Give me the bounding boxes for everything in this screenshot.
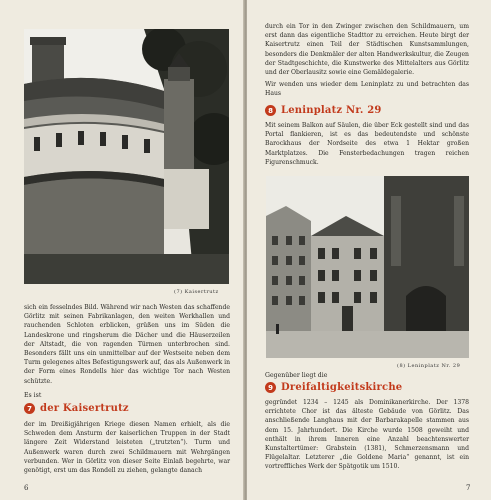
- kaisertrutz-caption: (7) Kaisertrutz: [174, 289, 219, 295]
- left-paragraph-2: der im Dreißigjährigen Kriege diesen Namen erhielt, als die Schweden dem Ansturm der kaiserlichen Truppen in der Stadt längere Zeit Widerstand leisteten („trutzten“). Turm und Außenwerk waren durch zwei Schildmauern mit Wehrgängen verbunden. Wer in Görlitz von dieser Seite Einlaß begehrte, war genötigt, erst um das Rondell zu ziehen, gelangte danach: [24, 421, 230, 475]
- leninplatz-caption: (8) Leninplatz Nr. 29: [397, 363, 461, 369]
- section-9-heading: [265, 382, 402, 393]
- gegenueber-text: Gegenüber liegt die: [265, 372, 328, 379]
- section-7-title: der Kaisertrutz: [40, 403, 129, 414]
- left-page-number: 6: [24, 484, 29, 492]
- left-paragraph-1: sich ein fesselndes Bild. Während wir nach Westen das schaffende Görlitz mit seinen Fabrikanlagen, den weiten Werkhallen und rauchenden Schloten erblicken, grüßen uns im Süden die Landeskrone und ringsherum die Dächer und die Häuserzeilen der Altstadt, die von ragenden Türmen unterbrochen sind. Besonders fällt uns ein unmittelbar auf der Westseite neben dem Turm gelegenes altes Befestigungswerk auf, das als Außenwerk in der Form eines Rondells hier das wichtige Tor nach Westen schützte.: [24, 304, 230, 385]
- section-7-number-badge: 7: [24, 403, 35, 414]
- right-page-number: 7: [466, 484, 471, 492]
- kaisertrutz-photo: [24, 29, 229, 284]
- kaisertrutz-illustration: [24, 29, 229, 284]
- section-8-title: Leninplatz Nr. 29: [281, 105, 382, 116]
- section-8-heading: [265, 105, 382, 116]
- right-paragraph-4: gegründet 1234 – 1245 als Dominikanerkirche. Der 1378 errichtete Chor ist das älteste Gebäude von Görlitz. Das anschließende Langhaus mit der Barbarakapelle stammen aus dem 15. Jahrhundert. Die Kirche wurde 1508 geweiht und enthält in ihrem Inneren eine Anzahl beachtenswerter Kunstaltertümer: Grabstein (1381), Schmerzensmann und Flügelaltar. Letzterer „die Goldene Maria“ genannt, ist ein vortreffliches Werk der Spätgotik um 1510.: [265, 399, 469, 471]
- leninplatz-illustration: [266, 176, 469, 358]
- section-9-title: Dreifaltigkeitskirche: [281, 382, 403, 393]
- leninplatz-photo: [266, 176, 469, 358]
- section-7-heading: [24, 403, 129, 414]
- es-ist-text: Es ist: [24, 392, 42, 399]
- section-9-number-badge: 9: [265, 382, 276, 393]
- section-8-number-badge: 8: [265, 105, 276, 116]
- right-paragraph-3: Mit seinem Balkon auf Säulen, die über Eck gestellt sind und das Portal flankieren, ist es das bedeutendste und schönste Barockhaus der Nordseite des etwa 1 Hektar großen Marktplatzes. Die Fensterbedachungen tragen reichen Figurenschmuck.: [265, 122, 469, 166]
- right-page: [247, 0, 491, 500]
- right-paragraph-2: Wir wenden uns wieder dem Leninplatz zu und betrachten das Haus: [265, 81, 469, 98]
- right-paragraph-1: durch ein Tor in den Zwinger zwischen den Schildmauern, um erst dann das eigentliche Stadttor zu erreichen. Heute birgt der Kaisertrutz einen Teil der Städtischen Kunstsammlungen, besonders die Denkmäler der alten Handwerkskultur, die Zeugen der Stadtgeschichte, die Kunstwerke des Mittelalters aus Görlitz und der Oberlausitz sowie eine Gemäldegalerie.: [265, 23, 469, 77]
- left-page: [0, 0, 244, 500]
